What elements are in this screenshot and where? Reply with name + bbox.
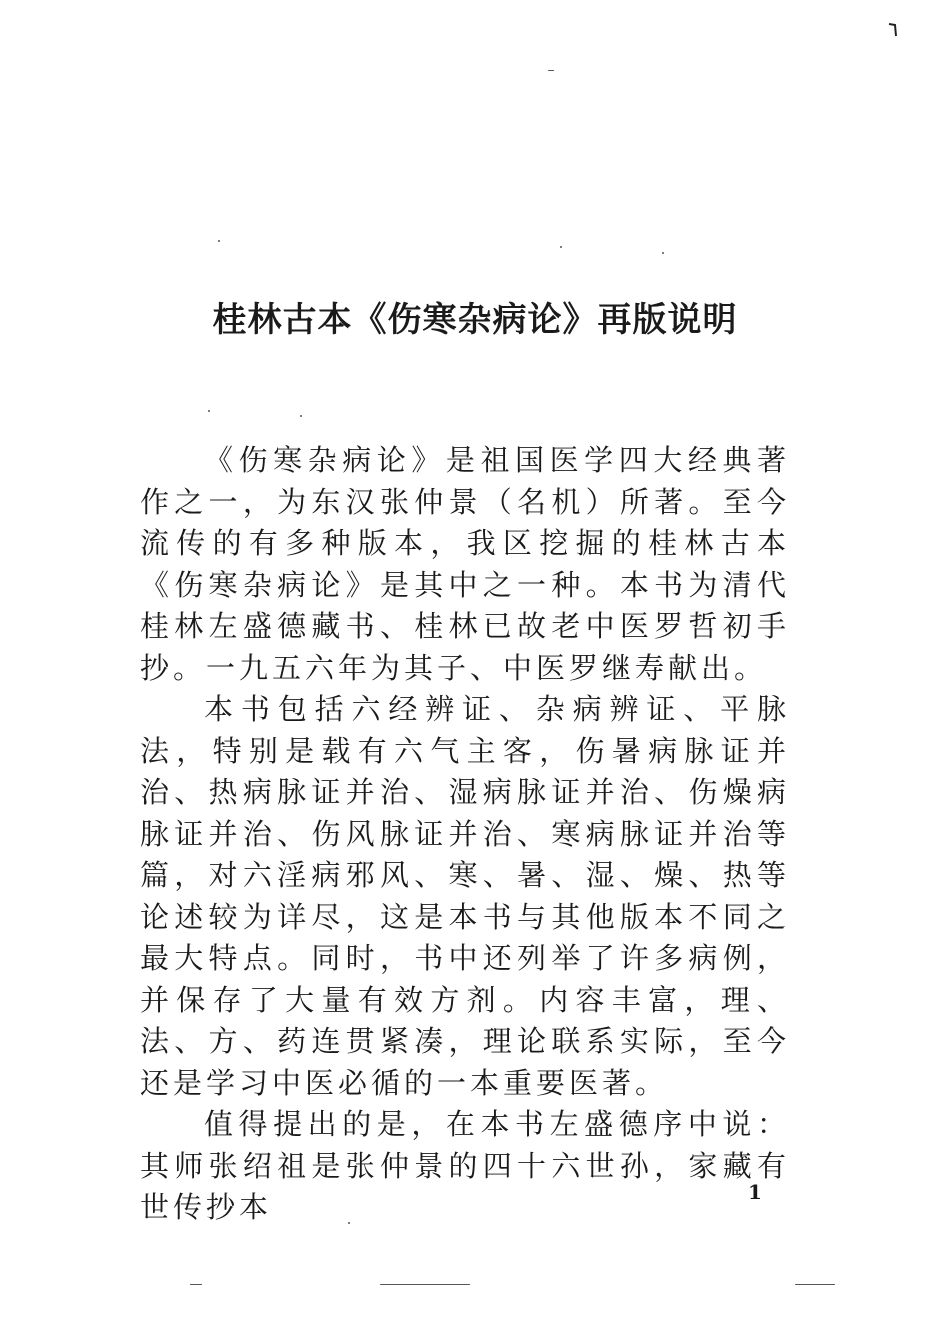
- scan-corner-mark: [888, 22, 898, 38]
- paragraph-1: 《伤寒杂病论》是祖国医学四大经典著作之一，为东汉张仲景（名机）所著。至今流传的有多种版本，我区挖掘的桂林古本《伤寒杂病论》是其中之一种。本书为清代桂林左盛德藏书、桂林已故老中医罗哲初手抄。一九五六年为其子、中医罗继寿献出。: [140, 443, 790, 685]
- scan-speck: [548, 70, 554, 71]
- scan-speck: [348, 1222, 350, 1224]
- body-text: [140, 440, 790, 1229]
- paragraph-2: 本书包括六经辨证、杂病辨证、平脉法，特别是载有六气主客，伤暑病脉证并治、热病脉证并治、湿病脉证并治、伤燥病脉证并治、伤风脉证并治、寒病脉证并治等篇，对六淫病邪风、寒、暑、湿、燥、热等论述较为详尽，这是本书与其他版本不同之最大特点。同时，书中还列举了许多病例，并保存了大量有效方剂。内容丰富，理、法、方、药连贯紧凑，理论联系实际，至今还是学习中医必循的一本重要医著。: [140, 692, 790, 1100]
- scan-speck: [300, 415, 302, 417]
- page-title: 桂林古本《伤寒杂病论》再版说明: [212, 300, 738, 340]
- scan-speck: [560, 246, 562, 248]
- scan-speck: [662, 252, 664, 254]
- page-number: 1: [748, 1180, 762, 1204]
- scan-speck: [190, 1284, 202, 1285]
- scan-speck: [380, 1284, 470, 1285]
- paragraph-3: 值得提出的是，在本书左盛德序中说：其师张绍祖是张仲景的四十六世孙，家藏有世传抄本: [140, 1107, 790, 1224]
- scan-speck: [218, 240, 220, 242]
- scan-speck: [208, 410, 210, 412]
- scan-speck: [795, 1284, 835, 1285]
